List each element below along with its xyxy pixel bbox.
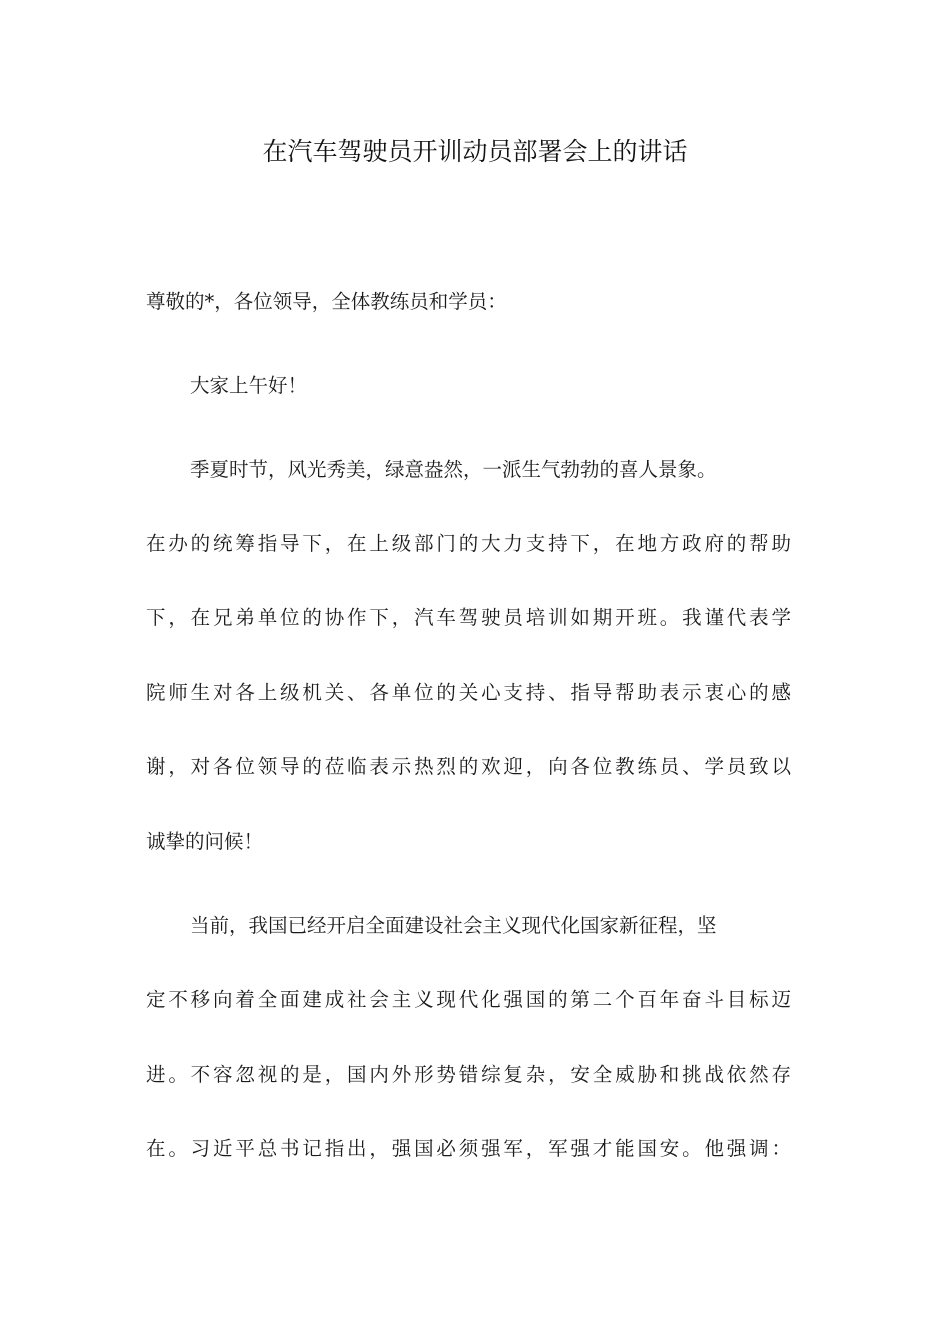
paragraph-line: 进。不容忽视的是，国内外形势错综复杂，安全威胁和挑战依然存 [146, 1063, 791, 1086]
paragraph-line: 定不移向着全面建成社会主义现代化强国的第二个百年奋斗目标迈 [146, 988, 791, 1011]
greeting: 大家上午好！ [190, 374, 308, 397]
paragraph-line: 谢，对各位领导的莅临表示热烈的欢迎，向各位教练员、学员致以 [146, 755, 791, 778]
salutation: 尊敬的*，各位领导，全体教练员和学员： [146, 290, 507, 313]
paragraph-line: 下，在兄弟单位的协作下，汽车驾驶员培训如期开班。我谨代表学 [146, 606, 791, 629]
paragraph-line: 院师生对各上级机关、各单位的关心支持、指导帮助表示衷心的感 [146, 681, 791, 704]
document-title: 在汽车驾驶员开训动员部署会上的讲话 [262, 137, 688, 166]
paragraph-line: 季夏时节，风光秀美，绿意盎然，一派生气勃勃的喜人景象。 [190, 458, 717, 481]
paragraph-line: 当前，我国已经开启全面建设社会主义现代化国家新征程，坚 [190, 914, 717, 937]
paragraph-line: 在。习近平总书记指出，强国必须强军，军强才能国安。他强调： [146, 1137, 791, 1160]
paragraph-line: 诚挚的问候！ [146, 830, 264, 853]
paragraph-line: 在办的统筹指导下，在上级部门的大力支持下，在地方政府的帮助 [146, 532, 791, 555]
